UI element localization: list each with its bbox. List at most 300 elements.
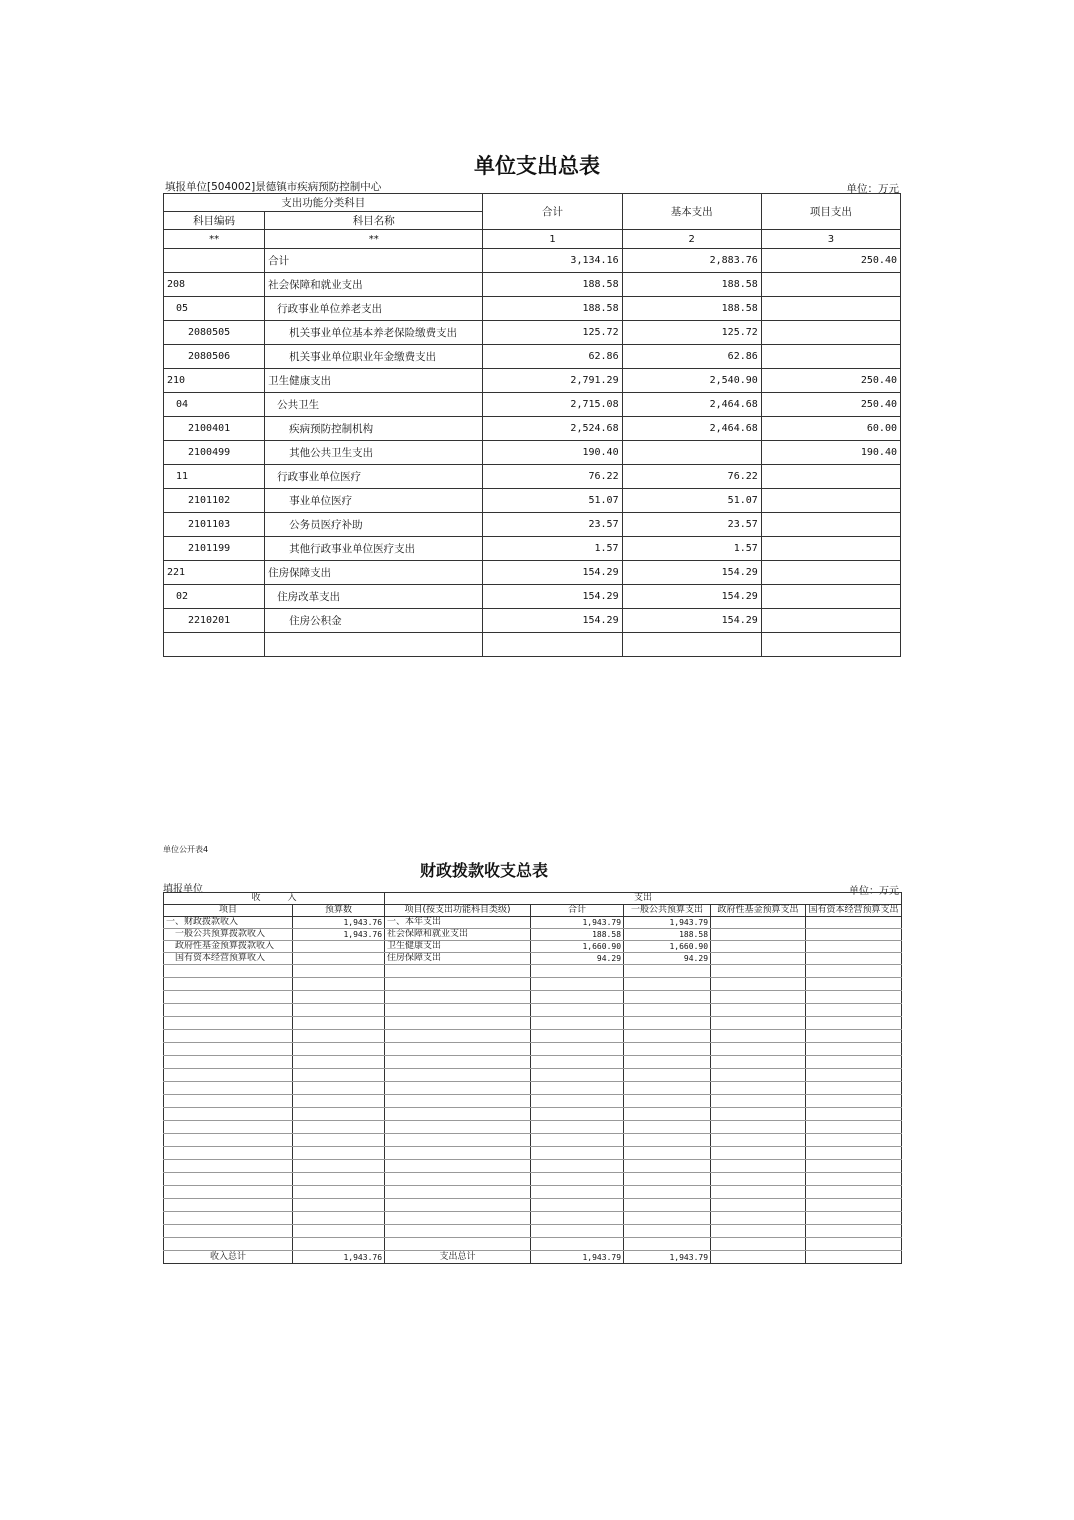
empty-cell [385, 1160, 531, 1173]
empty-cell [711, 1108, 806, 1121]
cell-general: 1,660.90 [624, 941, 711, 953]
table-row [164, 417, 901, 441]
row-code: 221 [164, 561, 265, 585]
empty-cell [293, 1043, 385, 1056]
empty-cell [385, 1043, 531, 1056]
fiscal-appropriation-table [163, 892, 902, 1264]
row-total: 188.58 [483, 273, 622, 297]
row-basic: 2,464.68 [622, 417, 761, 441]
row-project: 190.40 [761, 441, 900, 465]
empty-row [164, 1095, 902, 1108]
cell-total: 94.29 [531, 953, 624, 965]
empty-cell [385, 1225, 531, 1238]
row-name: 卫生健康支出 [265, 369, 483, 393]
empty-cell [385, 991, 531, 1004]
empty-cell [624, 1043, 711, 1056]
empty-row [164, 1212, 902, 1225]
row-code: 2101102 [164, 489, 265, 513]
header-function-classification: 支出功能分类科目 [164, 194, 483, 212]
row-total: 3,134.16 [483, 249, 622, 273]
empty-cell [531, 1108, 624, 1121]
row-project: 60.00 [761, 417, 900, 441]
row-name: 公务员医疗补助 [265, 513, 483, 537]
empty-cell [293, 1212, 385, 1225]
empty-cell [164, 1056, 293, 1069]
row-code: 2101103 [164, 513, 265, 537]
row-project [761, 273, 900, 297]
row-name: 行政事业单位医疗 [265, 465, 483, 489]
col-budget: 预算数 [293, 905, 385, 917]
income-total-label: 收入总计 [164, 1251, 293, 1264]
empty-row [164, 1134, 902, 1147]
row-code: 2080506 [164, 345, 265, 369]
empty-row [164, 1147, 902, 1160]
table-row [164, 393, 901, 417]
empty-cell [806, 1251, 902, 1264]
empty-cell [711, 1121, 806, 1134]
row-basic: 125.72 [622, 321, 761, 345]
row-basic [622, 633, 761, 657]
row-code: 210 [164, 369, 265, 393]
cell-budget: 1,943.76 [293, 929, 385, 941]
empty-row [164, 1004, 902, 1017]
empty-cell [711, 1212, 806, 1225]
empty-cell [711, 1173, 806, 1186]
table-row [164, 633, 901, 657]
index-cell: 2 [622, 230, 761, 249]
index-cell: 1 [483, 230, 622, 249]
empty-row [164, 1238, 902, 1251]
row-total: 188.58 [483, 297, 622, 321]
table-row [164, 917, 902, 929]
empty-cell [806, 1082, 902, 1095]
row-basic [622, 441, 761, 465]
cell-general: 188.58 [624, 929, 711, 941]
empty-cell [531, 1030, 624, 1043]
empty-cell [806, 1173, 902, 1186]
table2-title: 财政拨款收支总表 [419, 861, 548, 880]
empty-cell [711, 978, 806, 991]
row-total: 2,791.29 [483, 369, 622, 393]
index-cell: ** [164, 230, 265, 249]
empty-row [164, 1108, 902, 1121]
empty-cell [624, 1160, 711, 1173]
table-row [164, 609, 901, 633]
empty-row [164, 1017, 902, 1030]
empty-cell [806, 1043, 902, 1056]
col-state-capital: 国有资本经营预算支出 [806, 905, 902, 917]
table-row [164, 249, 901, 273]
empty-cell [806, 1108, 902, 1121]
empty-cell [293, 965, 385, 978]
empty-cell [385, 1147, 531, 1160]
empty-cell [293, 1186, 385, 1199]
cell-item: 政府性基金预算拨款收入 [164, 941, 293, 953]
empty-cell [385, 1134, 531, 1147]
empty-cell [806, 1186, 902, 1199]
table-row [164, 369, 901, 393]
row-total: 2,715.08 [483, 393, 622, 417]
empty-cell [711, 1186, 806, 1199]
empty-cell [806, 1147, 902, 1160]
row-project: 250.40 [761, 249, 900, 273]
row-basic: 76.22 [622, 465, 761, 489]
row-basic: 51.07 [622, 489, 761, 513]
cell-gov-fund [711, 953, 806, 965]
table2-unit-label: 填报单位 [163, 884, 203, 895]
empty-row [164, 1186, 902, 1199]
empty-cell [164, 978, 293, 991]
empty-cell [164, 1082, 293, 1095]
empty-cell [385, 1030, 531, 1043]
empty-cell [293, 1056, 385, 1069]
table-row [164, 345, 901, 369]
row-code: 2210201 [164, 609, 265, 633]
empty-row [164, 1160, 902, 1173]
row-project: 250.40 [761, 369, 900, 393]
empty-cell [711, 965, 806, 978]
empty-cell [624, 965, 711, 978]
empty-cell [711, 1082, 806, 1095]
cell-gov-fund [711, 929, 806, 941]
empty-cell [164, 1225, 293, 1238]
row-name: 其他公共卫生支出 [265, 441, 483, 465]
row-name: 机关事业单位基本养老保险缴费支出 [265, 321, 483, 345]
empty-cell [164, 1017, 293, 1030]
cell-item: 一、财政拨款收入 [164, 917, 293, 929]
row-code: 2101199 [164, 537, 265, 561]
empty-cell [711, 1017, 806, 1030]
empty-row [164, 1225, 902, 1238]
empty-cell [531, 1199, 624, 1212]
empty-cell [624, 1121, 711, 1134]
income-total-value: 1,943.76 [293, 1251, 385, 1264]
empty-cell [164, 1212, 293, 1225]
empty-cell [711, 1069, 806, 1082]
expenditure-summary-table [163, 193, 901, 657]
row-name [265, 633, 483, 657]
empty-cell [531, 1056, 624, 1069]
empty-cell [293, 1147, 385, 1160]
empty-cell [806, 1121, 902, 1134]
empty-cell [711, 1147, 806, 1160]
row-basic: 2,540.90 [622, 369, 761, 393]
row-project: 250.40 [761, 393, 900, 417]
empty-cell [164, 1108, 293, 1121]
empty-cell [293, 1134, 385, 1147]
empty-cell [624, 1134, 711, 1147]
table2-measure: 单位：万元 [849, 886, 899, 897]
empty-cell [624, 1017, 711, 1030]
table-row [164, 585, 901, 609]
row-total: 154.29 [483, 609, 622, 633]
row-basic: 62.86 [622, 345, 761, 369]
index-cell: ** [265, 230, 483, 249]
cell-exp-item: 一、本年支出 [385, 917, 531, 929]
empty-cell [385, 1095, 531, 1108]
empty-row [164, 978, 902, 991]
empty-cell [164, 1043, 293, 1056]
cell-state-capital [806, 941, 902, 953]
empty-cell [385, 1017, 531, 1030]
empty-cell [806, 1225, 902, 1238]
empty-cell [293, 1108, 385, 1121]
empty-cell [385, 1069, 531, 1082]
row-name: 社会保障和就业支出 [265, 273, 483, 297]
empty-cell [624, 1212, 711, 1225]
empty-cell [293, 1121, 385, 1134]
empty-cell [531, 1212, 624, 1225]
table-row [164, 465, 901, 489]
table-row [164, 297, 901, 321]
empty-cell [293, 1017, 385, 1030]
header-total: 合计 [483, 194, 622, 230]
cell-gov-fund [711, 941, 806, 953]
row-name: 疾病预防控制机构 [265, 417, 483, 441]
empty-cell [164, 1238, 293, 1251]
empty-row [164, 965, 902, 978]
income-header: 收 入 [164, 893, 385, 905]
row-project [761, 537, 900, 561]
row-code: 11 [164, 465, 265, 489]
col-gov-fund: 政府性基金预算支出 [711, 905, 806, 917]
empty-cell [531, 1160, 624, 1173]
empty-cell [711, 1251, 806, 1264]
empty-cell [624, 1030, 711, 1043]
table2-ref: 单位公开表4 [163, 845, 209, 854]
empty-cell [711, 1134, 806, 1147]
empty-row [164, 1030, 902, 1043]
cell-exp-item: 社会保障和就业支出 [385, 929, 531, 941]
empty-cell [385, 1121, 531, 1134]
empty-cell [164, 1121, 293, 1134]
empty-cell [385, 1082, 531, 1095]
row-basic: 154.29 [622, 609, 761, 633]
empty-cell [293, 1173, 385, 1186]
table1-unit-label: 填报单位[504002]景德镇市疾病预防控制中心 [165, 181, 382, 193]
table-row [164, 441, 901, 465]
row-basic: 188.58 [622, 297, 761, 321]
empty-cell [806, 1095, 902, 1108]
row-name: 公共卫生 [265, 393, 483, 417]
row-name: 住房公积金 [265, 609, 483, 633]
row-code: 2100499 [164, 441, 265, 465]
col-total: 合计 [531, 905, 624, 917]
empty-cell [806, 1069, 902, 1082]
empty-cell [164, 1134, 293, 1147]
row-project [761, 297, 900, 321]
row-project [761, 633, 900, 657]
empty-cell [293, 978, 385, 991]
empty-cell [711, 1043, 806, 1056]
empty-cell [385, 1212, 531, 1225]
empty-cell [164, 1004, 293, 1017]
row-name: 事业单位医疗 [265, 489, 483, 513]
row-total [483, 633, 622, 657]
empty-cell [531, 1121, 624, 1134]
cell-general: 94.29 [624, 953, 711, 965]
empty-cell [293, 1082, 385, 1095]
empty-cell [531, 1095, 624, 1108]
empty-cell [293, 1030, 385, 1043]
cell-exp-item: 住房保障支出 [385, 953, 531, 965]
empty-cell [806, 1056, 902, 1069]
table-row [164, 929, 902, 941]
row-name: 行政事业单位养老支出 [265, 297, 483, 321]
row-basic: 23.57 [622, 513, 761, 537]
row-basic: 1.57 [622, 537, 761, 561]
empty-cell [711, 1160, 806, 1173]
empty-cell [711, 1095, 806, 1108]
row-total: 125.72 [483, 321, 622, 345]
empty-cell [385, 965, 531, 978]
row-name: 住房保障支出 [265, 561, 483, 585]
empty-cell [385, 1186, 531, 1199]
row-name: 其他行政事业单位医疗支出 [265, 537, 483, 561]
cell-general: 1,943.79 [624, 917, 711, 929]
empty-cell [385, 1199, 531, 1212]
empty-cell [806, 1160, 902, 1173]
table1-measure: 单位：万元 [846, 183, 899, 195]
table-row [164, 537, 901, 561]
empty-cell [624, 1225, 711, 1238]
empty-cell [711, 1225, 806, 1238]
empty-cell [624, 978, 711, 991]
empty-cell [711, 991, 806, 1004]
row-total: 190.40 [483, 441, 622, 465]
row-code: 05 [164, 297, 265, 321]
empty-cell [164, 991, 293, 1004]
row-project [761, 609, 900, 633]
empty-cell [293, 991, 385, 1004]
empty-cell [293, 1238, 385, 1251]
empty-cell [531, 978, 624, 991]
empty-cell [624, 1238, 711, 1251]
empty-cell [711, 1199, 806, 1212]
empty-cell [531, 1134, 624, 1147]
cell-exp-item: 卫生健康支出 [385, 941, 531, 953]
empty-cell [164, 1160, 293, 1173]
empty-cell [531, 1004, 624, 1017]
empty-cell [385, 1004, 531, 1017]
row-total: 23.57 [483, 513, 622, 537]
table-row [164, 273, 901, 297]
empty-cell [531, 1017, 624, 1030]
empty-cell [531, 1225, 624, 1238]
cell-budget [293, 953, 385, 965]
empty-cell [293, 1199, 385, 1212]
table-row [164, 489, 901, 513]
empty-cell [806, 1199, 902, 1212]
row-project [761, 345, 900, 369]
row-code [164, 633, 265, 657]
row-project [761, 489, 900, 513]
row-total: 62.86 [483, 345, 622, 369]
empty-row [164, 1199, 902, 1212]
table-row [164, 513, 901, 537]
row-code: 02 [164, 585, 265, 609]
empty-cell [711, 1238, 806, 1251]
empty-cell [293, 1160, 385, 1173]
row-project [761, 513, 900, 537]
cell-state-capital [806, 953, 902, 965]
row-project [761, 561, 900, 585]
expense-header: 支出 [385, 893, 902, 905]
cell-total: 1,943.79 [531, 917, 624, 929]
col-general: 一般公共预算支出 [624, 905, 711, 917]
empty-cell [624, 1082, 711, 1095]
row-code: 208 [164, 273, 265, 297]
row-total: 154.29 [483, 585, 622, 609]
empty-cell [624, 1147, 711, 1160]
empty-cell [806, 978, 902, 991]
empty-cell [624, 1095, 711, 1108]
empty-cell [164, 1186, 293, 1199]
row-basic: 188.58 [622, 273, 761, 297]
empty-cell [624, 1108, 711, 1121]
empty-cell [385, 1056, 531, 1069]
row-code: 2100401 [164, 417, 265, 441]
expense-general-total: 1,943.79 [624, 1251, 711, 1264]
empty-cell [531, 1147, 624, 1160]
empty-cell [624, 1004, 711, 1017]
expense-total-value: 1,943.79 [531, 1251, 624, 1264]
header-name: 科目名称 [265, 212, 483, 230]
header-basic: 基本支出 [622, 194, 761, 230]
empty-row [164, 1121, 902, 1134]
empty-cell [806, 1238, 902, 1251]
empty-cell [293, 1225, 385, 1238]
header-project: 项目支出 [761, 194, 900, 230]
table-row [164, 561, 901, 585]
empty-row [164, 1069, 902, 1082]
empty-cell [624, 1056, 711, 1069]
empty-row [164, 1173, 902, 1186]
empty-cell [624, 991, 711, 1004]
row-total: 154.29 [483, 561, 622, 585]
row-code: 2080505 [164, 321, 265, 345]
row-basic: 2,883.76 [622, 249, 761, 273]
col-exp-item: 项目(按支出功能科目类级) [385, 905, 531, 917]
cell-total: 1,660.90 [531, 941, 624, 953]
empty-cell [531, 1186, 624, 1199]
empty-cell [164, 1030, 293, 1043]
empty-cell [806, 1134, 902, 1147]
row-project [761, 585, 900, 609]
cell-state-capital [806, 917, 902, 929]
empty-cell [164, 1199, 293, 1212]
expense-total-label: 支出总计 [385, 1251, 531, 1264]
cell-item: 一般公共预算拨款收入 [164, 929, 293, 941]
empty-cell [806, 1017, 902, 1030]
empty-cell [385, 978, 531, 991]
empty-cell [385, 1238, 531, 1251]
empty-cell [624, 1199, 711, 1212]
index-cell: 3 [761, 230, 900, 249]
empty-cell [711, 1056, 806, 1069]
table-row [164, 321, 901, 345]
empty-cell [806, 991, 902, 1004]
cell-budget [293, 941, 385, 953]
empty-cell [806, 1004, 902, 1017]
row-total: 1.57 [483, 537, 622, 561]
table-row [164, 941, 902, 953]
row-total: 51.07 [483, 489, 622, 513]
empty-cell [711, 1004, 806, 1017]
empty-row [164, 1056, 902, 1069]
table1-title: 单位支出总表 [474, 153, 600, 178]
empty-cell [164, 1095, 293, 1108]
